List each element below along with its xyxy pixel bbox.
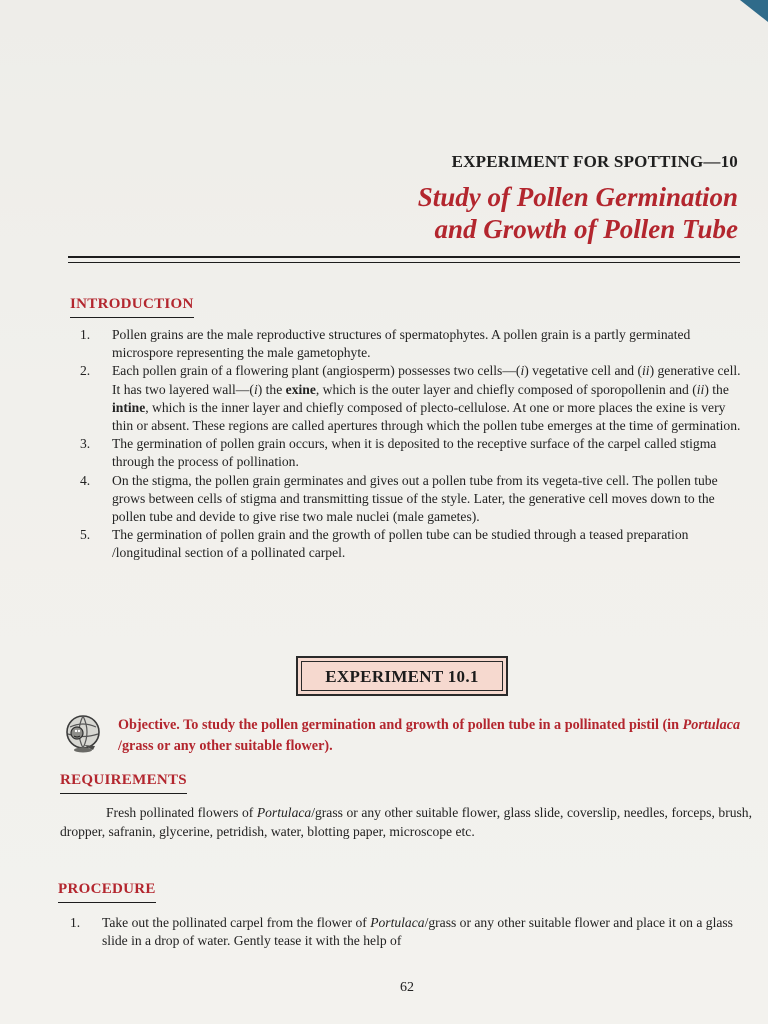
- requirements-text: Fresh pollinated flowers of Portulaca/grass or any other suitable flower, glass slide, coverslip, needles, forceps, brush, dropper, safranin, glycerine, petridish, water, blotting paper, microscope etc.: [60, 805, 752, 839]
- objective-text: Objective. To study the pollen germination and growth of pollen tube in a pollinated pistil (in Portulaca /grass or any other suitable flower).: [118, 717, 741, 754]
- requirements-heading: REQUIREMENTS: [60, 772, 187, 788]
- title-rule-thick: [68, 256, 740, 258]
- page-title-line-2: and Growth of Pollen Tube: [434, 214, 738, 244]
- procedure-list: [56, 914, 754, 950]
- item-number: 4.: [80, 472, 91, 488]
- item-number: 1.: [70, 915, 81, 930]
- item-number: 2.: [80, 363, 91, 379]
- introduction-heading: INTRODUCTION: [70, 296, 194, 312]
- experiment-box: [296, 656, 508, 696]
- item-text: Take out the pollinated carpel from the flower of Portulaca/grass or any other suitable flower and place it on a glass slide in a drop of water. Gently tease it with the help of: [102, 915, 733, 949]
- globe-figure-icon: [62, 712, 104, 754]
- item-number: 5.: [80, 527, 91, 543]
- item-text: The germination of pollen grain occurs, when it is deposited to the receptive surface of the carpel called stigma through the process of pollination.: [112, 436, 717, 470]
- list-item: [56, 914, 754, 950]
- corner-decoration: [740, 0, 768, 22]
- list-item: [66, 435, 746, 471]
- item-text: Each pollen grain of a flowering plant (angiosperm) possesses two cells—(i) vegetative cell and (ii) generative cell. It has two layered wall—(i) the exine, which is the outer layer and chiefly composed of sporopollenin and (ii) the intine, which is the inner layer and chiefly composed of plecto-cellulose. At one or more places the exine is very thin or absent. These regions are called apertures through which the pollen tube emerges at the time of germination.: [112, 363, 741, 434]
- page-number: 62: [400, 980, 414, 995]
- list-item: [66, 472, 746, 527]
- list-item: [66, 362, 746, 435]
- item-text: The germination of pollen grain and the growth of pollen tube can be studied through a teased preparation /longitudinal section of a pollinated carpel.: [112, 527, 689, 561]
- item-text: Pollen grains are the male reproductive structures of spermatophytes. A pollen grain is a partly germinated microspore representing the male gametophyte.: [112, 327, 691, 361]
- item-number: 3.: [80, 436, 91, 452]
- title-rule-thin: [68, 262, 740, 263]
- page-title-line-1: Study of Pollen Germination: [417, 182, 738, 212]
- experiment-box-label: EXPERIMENT 10.1: [301, 661, 503, 691]
- introduction-list: [66, 326, 746, 563]
- item-text: On the stigma, the pollen grain germinates and gives out a pollen tube from its vegeta-tive cell. The pollen tube grows between cells of stigma and transmitting tissue of the style. Later, the generative cell moves down to the pollen tube and devide to give rise two male nuclei (male gametes).: [112, 472, 718, 525]
- list-item: [66, 326, 746, 362]
- procedure-heading: PROCEDURE: [58, 881, 156, 897]
- experiment-label: EXPERIMENT FOR SPOTTING—10: [451, 152, 738, 171]
- list-item: [66, 526, 746, 562]
- item-number: 1.: [80, 327, 91, 342]
